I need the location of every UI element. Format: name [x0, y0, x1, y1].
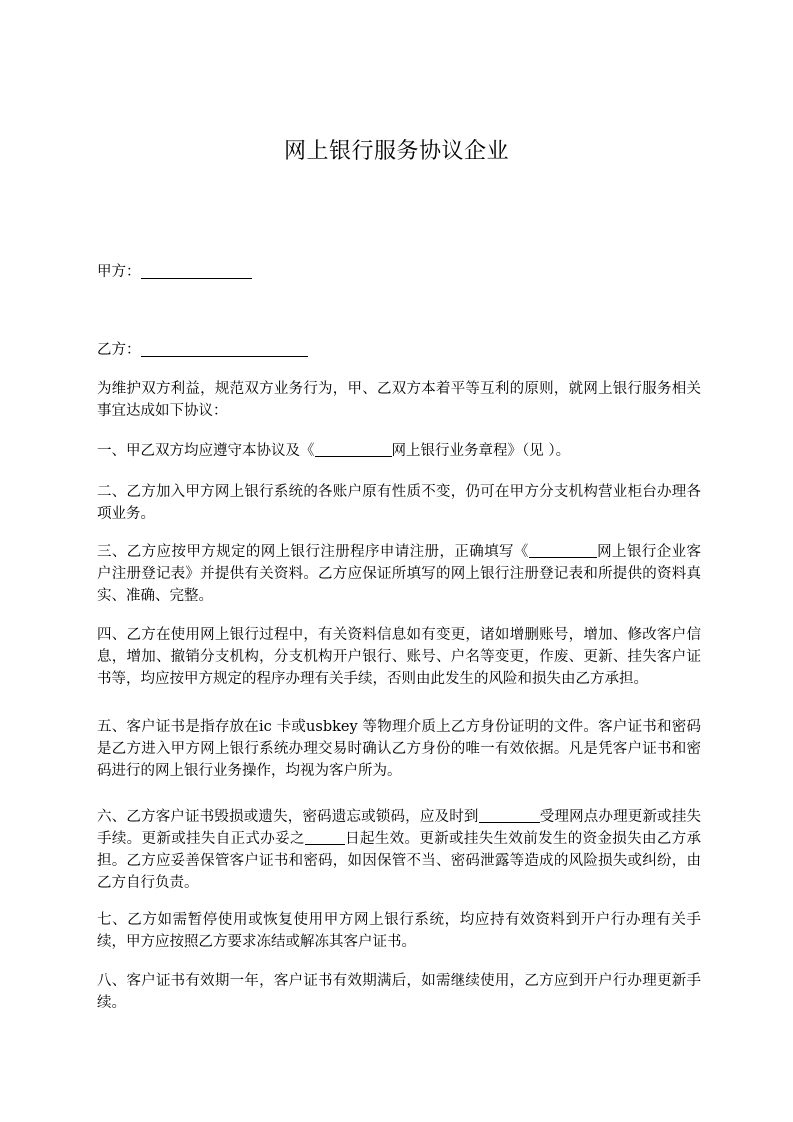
party-b-label: 乙方： [97, 342, 141, 358]
clause-3-text-b: 网上银行企业客户注册登记表》并提供有关资料。乙方应保证所填写的网上银行注册登记表和所提供的资料真实、准确、完整。 [97, 544, 702, 604]
clause-5: 五、客户证书是指存放在ic 卡或usbkey 等物理介质上乙方身份证明的文件。客户证书和密码是乙方进入甲方网上银行系统办理交易时确认乙方身份的唯一有效依据。凡是凭客户证书和密码进行的网上银行业务操作，均视为客户所为。 [97, 719, 701, 779]
clause-1-text-a: 一、甲乙双方均应遵守本协议及《 [97, 443, 315, 459]
clause-6-text-b: 受理网点办理更新或挂失手续。更新或挂失自正式办妥之 [97, 809, 702, 847]
party-b-line [97, 338, 308, 362]
clause-6-blank-2 [305, 829, 345, 845]
clause-1 [97, 440, 701, 462]
party-a-label: 甲方： [97, 264, 141, 280]
clause-1-text-b: 网上银行业务章程》（见 ）。 [391, 443, 571, 459]
clause-6 [97, 806, 701, 894]
clause-6-text-a: 六、乙方客户证书毁损或遗失，密码遗忘或锁码，应及时到 [97, 809, 479, 825]
clause-3-text-a: 三、乙方应按甲方规定的网上银行注册程序申请注册，正确填写《 [97, 544, 529, 560]
party-b-blank [141, 340, 308, 357]
clause-6-text-c: 日起生效。更新或挂失生效前发生的资金损失由乙方承担。乙方应妥善保管客户证书和密码，如因保管不当、密码泄露等造成的风险损失或纠纷，由乙方自行负责。 [97, 831, 702, 891]
intro-paragraph: 为维护双方利益，规范双方业务行为，甲、乙双方本着平等互利的原则，就网上银行服务相关事宜达成如下协议： [97, 381, 701, 419]
clause-1-blank [315, 441, 392, 457]
party-a-blank [141, 262, 252, 279]
clause-3 [97, 541, 701, 607]
clause-2: 二、乙方加入甲方网上银行系统的各账户原有性质不变，仍可在甲方分支机构营业柜台办理各项业务。 [97, 484, 701, 522]
clause-6-blank-1 [479, 807, 540, 823]
party-a-line [97, 260, 252, 284]
clause-8: 八、客户证书有效期一年，客户证书有效期满后，如需继续使用，乙方应到开户行办理更新手续。 [97, 973, 701, 1011]
clause-4: 四、乙方在使用网上银行过程中，有关资料信息如有变更，诸如增删账号，增加、修改客户信息，增加、撤销分支机构，分支机构开户银行、账号、户名等变更，作废、更新、挂失客户证书等，均应按甲方规定的程序办理有关手续，否则由此发生的风险和损失由乙方承担。 [97, 627, 701, 687]
page-title: 网上银行服务协议企业 [283, 139, 509, 164]
clause-7: 七、乙方如需暂停使用或恢复使用甲方网上银行系统，均应持有效资料到开户行办理有关手续，甲方应按照乙方要求冻结或解冻其客户证书。 [97, 912, 701, 950]
clause-3-blank [529, 542, 597, 558]
